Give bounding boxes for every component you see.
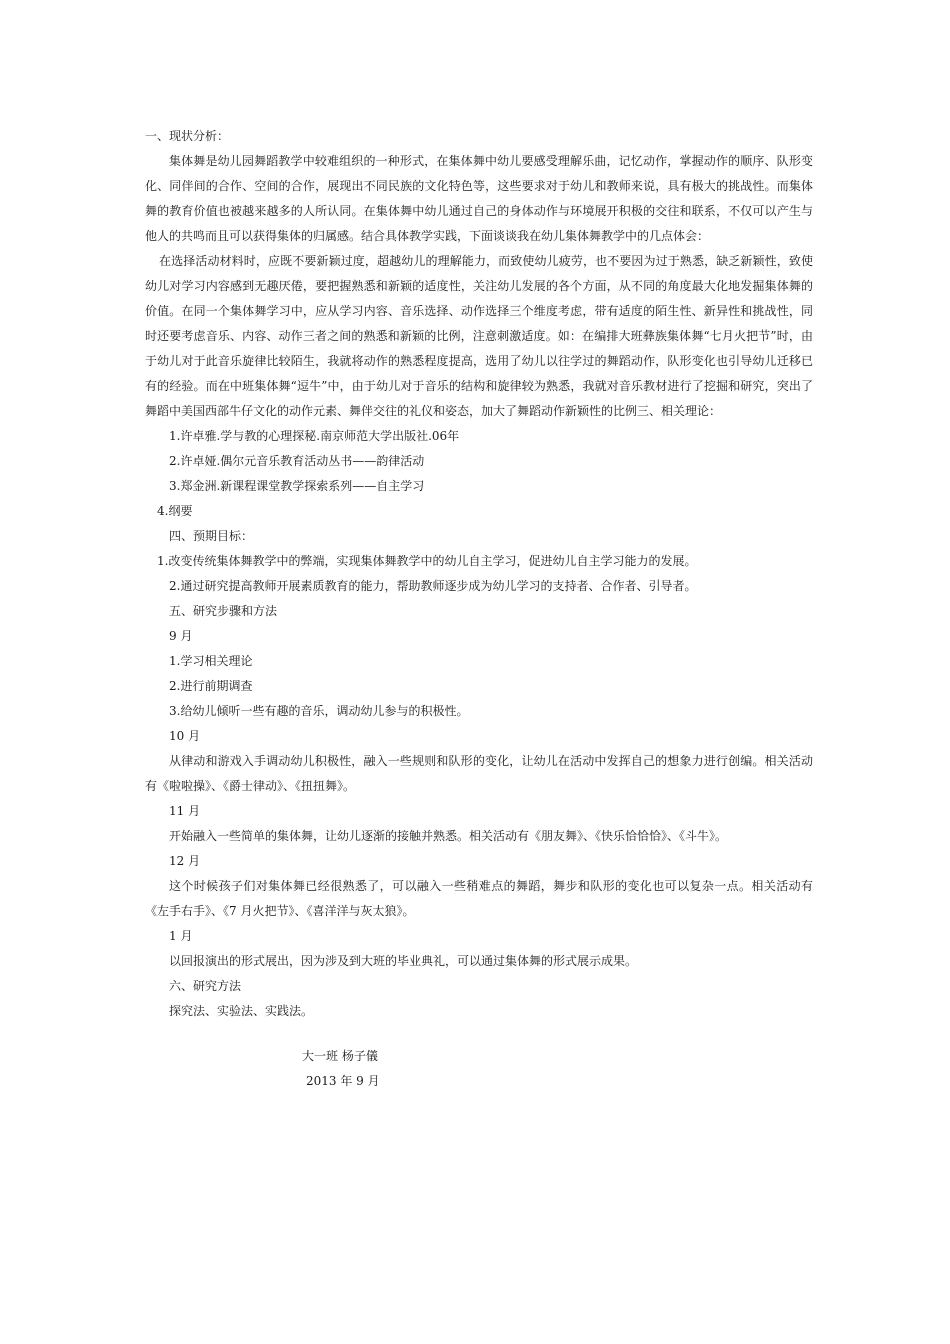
paragraph-methods: 探究法、实验法、实践法。 <box>169 1004 314 1018</box>
paragraph-intro: 集体舞是幼儿园舞蹈教学中较难组织的一种形式，在集体舞中幼儿要感受理解乐曲，记忆动作，掌握动作的顺序、队形变化、同伴间的合作、空间的合作，展现出不同民族的文化特色等，这些要求对于幼儿和教师来说，具有极大的挑战性。而集体舞的教育价值也被越来越多的人所认同。在集体舞中幼儿通过自己的身体动作与环境展开积极的交往和联系，不仅可以产生与他人的共鸣而且可以获得集体的归属感。结合具体教学实践，下面谈谈我在幼儿集体舞教学中的几点体会： <box>145 154 813 243</box>
section-title-goals: 四、预期目标： <box>169 529 254 543</box>
step-item: 3.给幼儿倾听一些有趣的音乐，调动幼儿参与的积极性。 <box>169 704 469 718</box>
reference-item: 3.郑金洲.新课程课堂教学探索系列——自主学习 <box>169 479 425 493</box>
reference-item: 1.许卓雅.学与教的心理探秘.南京师范大学出版社.06年 <box>169 429 460 443</box>
month-title-january: 1 月 <box>169 929 193 943</box>
paragraph-december: 这个时候孩子们对集体舞已经很熟悉了，可以融入一些稍难点的舞蹈，舞步和队形的变化也可以复杂一点。相关活动有《左手右手》、《7 月火把节》、《喜洋洋与灰太狼》。 <box>145 879 813 918</box>
month-title-december: 12 月 <box>169 854 201 868</box>
reference-item: 2.许卓娅.偶尔元音乐教育活动丛书——韵律活动 <box>169 454 425 468</box>
reference-item: 4.纲要 <box>157 504 193 518</box>
step-item: 1.学习相关理论 <box>169 654 253 668</box>
month-title-november: 11 月 <box>169 804 201 818</box>
paragraph-january: 以回报演出的形式展出，因为涉及到大班的毕业典礼，可以通过集体舞的形式展示成果。 <box>169 954 638 968</box>
paragraph-material-selection: 在选择活动材料时，应既不要新颖过度，超越幼儿的理解能力，而致使幼儿疲劳，也不要因为过于熟悉，缺乏新颖性，致使幼儿对学习内容感到无趣厌倦，要把握熟悉和新颖的适度性，关注幼儿发展的各个方面，从不同的角度最大化地发掘集体舞的价值。在同一个集体舞学习中，应从学习内容、音乐选择、动作选择三个维度考虑，带有适度的陌生性、新异性和挑战性，同时还要考虑音乐、内容、动作三者之间的熟悉和新颖的比例，注意刺激适度。如：在编排大班彝族集体舞“七月火把节”时，由于幼儿对于此音乐旋律比较陌生，我就将动作的熟悉程度提高，选用了幼儿以往学过的舞蹈动作，队形变化也引导幼儿迁移已有的经验。而在中班集体舞“逗牛”中，由于幼儿对于音乐的结构和旋律较为熟悉，我就对音乐教材进行了挖掘和研究，突出了舞蹈中美国西部牛仔文化的动作元素、舞伴交往的礼仪和姿态，加大了舞蹈动作新颖性的比例三、相关理论： <box>145 254 813 418</box>
document-body <box>145 124 813 1024</box>
signature-date: 2013 年 9 月 <box>306 1074 380 1088</box>
month-title-september: 9 月 <box>169 629 193 643</box>
goal-item: 1.改变传统集体舞教学中的弊端，实现集体舞教学中的幼儿自主学习，促进幼儿自主学习能力的发展。 <box>157 554 697 568</box>
goal-item: 2.通过研究提高教师开展素质教育的能力，帮助教师逐步成为幼儿学习的支持者、合作者、引导者。 <box>169 579 697 593</box>
paragraph-november: 开始融入一些简单的集体舞，让幼儿逐渐的接触并熟悉。相关活动有《朋友舞》、《快乐恰恰恰》、《斗牛》。 <box>169 829 728 843</box>
section-title-methods: 六、研究方法 <box>169 979 242 993</box>
step-item: 2.进行前期调查 <box>169 679 253 693</box>
section-title-analysis: 一、现状分析： <box>145 129 230 143</box>
section-title-steps: 五、研究步骤和方法 <box>169 604 278 618</box>
month-title-october: 10 月 <box>169 729 201 743</box>
signature-name: 大一班 杨子儀 <box>302 1049 378 1063</box>
paragraph-october: 从律动和游戏入手调动幼儿积极性，融入一些规则和队形的变化，让幼儿在活动中发挥自己的想象力进行创编。相关活动有《啦啦操》、《爵士律动》、《扭扭舞》。 <box>145 754 813 793</box>
